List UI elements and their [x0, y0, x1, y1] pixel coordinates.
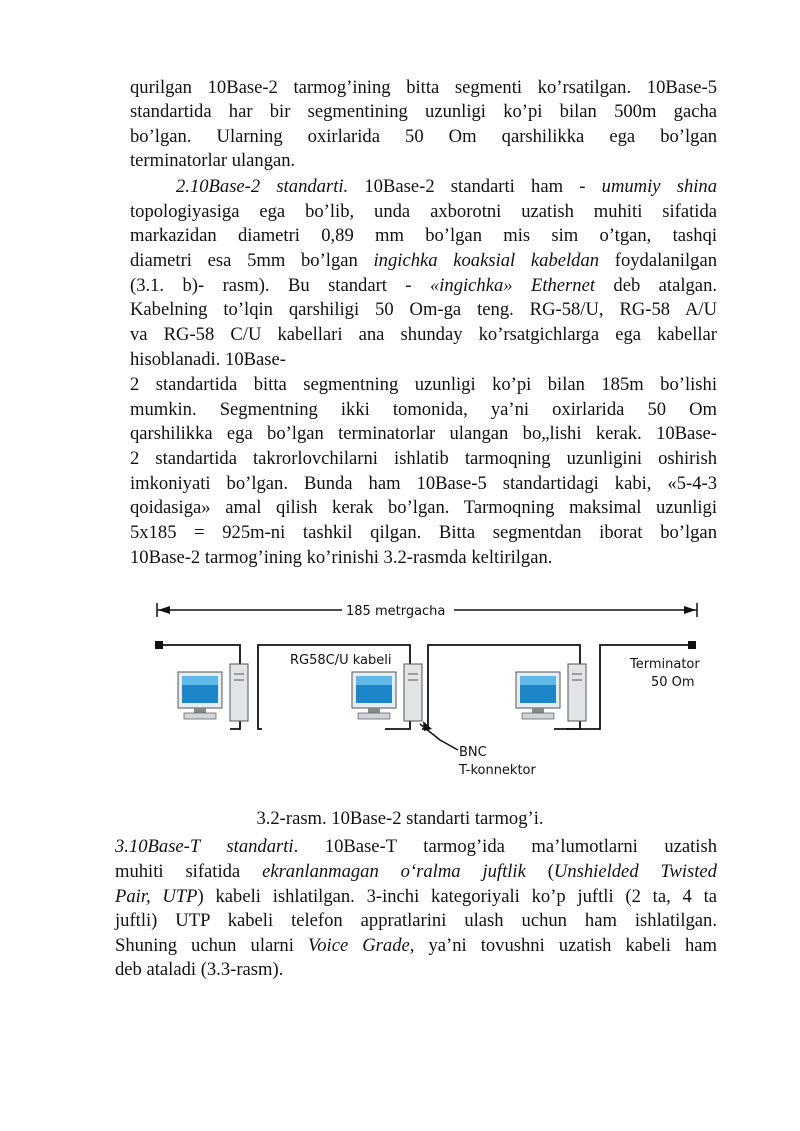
terminator-value-label: 50 Om	[651, 675, 695, 690]
computer-icon	[178, 664, 248, 721]
text-line: qarshilikka ega bo’lgan terminatorlar ulangan bo„lishi kerak. 10Base-	[130, 423, 717, 444]
text-line: 10Base-2 tarmog’ining ko’rinishi 3.2-rasmda keltirilgan.	[130, 547, 553, 568]
text-line: standartida har bir segmentining uzunligi ko’pi bilan 500m gacha	[130, 101, 717, 122]
text-line: mumkin. Segmentning ikki tomonida, ya’ni oxirlarida 50 Om	[130, 399, 717, 420]
text-line: deb ataladi (3.3-rasm).	[115, 959, 284, 980]
terminator-label: Terminator	[630, 657, 700, 672]
bnc-label: BNC	[459, 745, 487, 760]
text-line: qurilgan 10Base-2 tarmog’ining bitta segmenti ko’rsatilgan. 10Base-5	[130, 77, 717, 98]
section-3-heading: 3.10Base-T standarti	[115, 836, 294, 857]
text-line: va RG-58 C/U kabellari ana shunday ko’rsatgichlarga ega kabellar	[130, 324, 717, 345]
network-diagram	[140, 592, 720, 792]
text-line: terminatorlar ulangan.	[130, 150, 296, 171]
section-2-first-line: 2.10Base-2 standarti. 10Base-2 standarti ham - umumiy shina	[176, 176, 717, 197]
text-line: 2 standartida bitta segmentning uzunligi ko’pi bilan 185m bo’lishi	[130, 374, 717, 395]
text-line: Shuning uchun ularni Voice Grade, ya’ni tovushni uzatish kabeli ham	[115, 935, 717, 956]
bnc-connector	[420, 721, 458, 750]
terminator-left	[155, 641, 163, 649]
text-line: markazidan diametri 0,89 mm bo’lgan mis sim o’tgan, tashqi	[130, 225, 717, 246]
text-line: (3.1. b)- rasm). Bu standart - «ingichka» Ethernet deb atalgan.	[130, 275, 718, 296]
text-line: Pair, UTP) kabeli ishlatilgan. 3-inchi kategoriyali ko’p juftli (2 ta, 4 ta	[115, 886, 717, 907]
bnc-connector-label: T-konnektor	[459, 763, 536, 778]
text-line: topologiyasiga ega bo’lib, unda axborotni uzatish muhiti sifatida	[130, 201, 717, 222]
text-line: bo’lgan. Ularning oxirlarida 50 Om qarshilikka ega bo’lgan	[130, 126, 717, 147]
text-line: qoidasiga» amal qilish kerak bo’lgan. Tarmoqning maksimal uzunligi	[130, 497, 717, 518]
section-3-first-line: 3.10Base-T standarti. 10Base-T tarmog’ida ma’lumotlarni uzatish	[115, 836, 717, 857]
section-2-heading: 2.10Base-2 standarti.	[176, 176, 349, 197]
text-line: diametri esa 5mm bo’lgan ingichka koaksial kabeldan foydalanilgan	[130, 250, 717, 271]
text-line: imkoniyati bo’lgan. Bunda ham 10Base-5 standartidagi kabi, «5-4-3	[130, 473, 717, 494]
length-label: 185 metrgacha	[346, 604, 446, 619]
text-line: hisoblanadi. 10Base-	[130, 349, 286, 370]
text-line: muhiti sifatida ekranlanmagan o‘ralma juftlik (Unshielded Twisted	[115, 861, 717, 882]
text-line: juftli) UTP kabeli telefon appratlarini ulash uchun ham ishlatilgan.	[115, 910, 717, 931]
computer-icon	[352, 664, 422, 721]
cable-label: RG58C/U kabeli	[290, 653, 392, 668]
text-line: 2 standartida takrorlovchilarni ishlatib tarmoqning uzunligini oshirish	[130, 448, 717, 469]
terminator-right	[688, 641, 696, 649]
figure-caption: 3.2-rasm. 10Base-2 standarti tarmog’i.	[256, 808, 544, 829]
text-line: 5x185 = 925m-ni tashkil qilgan. Bitta segmentdan iborat bo’lgan	[130, 522, 717, 543]
computer-icon	[516, 664, 586, 721]
text-line: Kabelning to’lqin qarshiligi 50 Om-ga teng. RG-58/U, RG-58 A/U	[130, 299, 717, 320]
